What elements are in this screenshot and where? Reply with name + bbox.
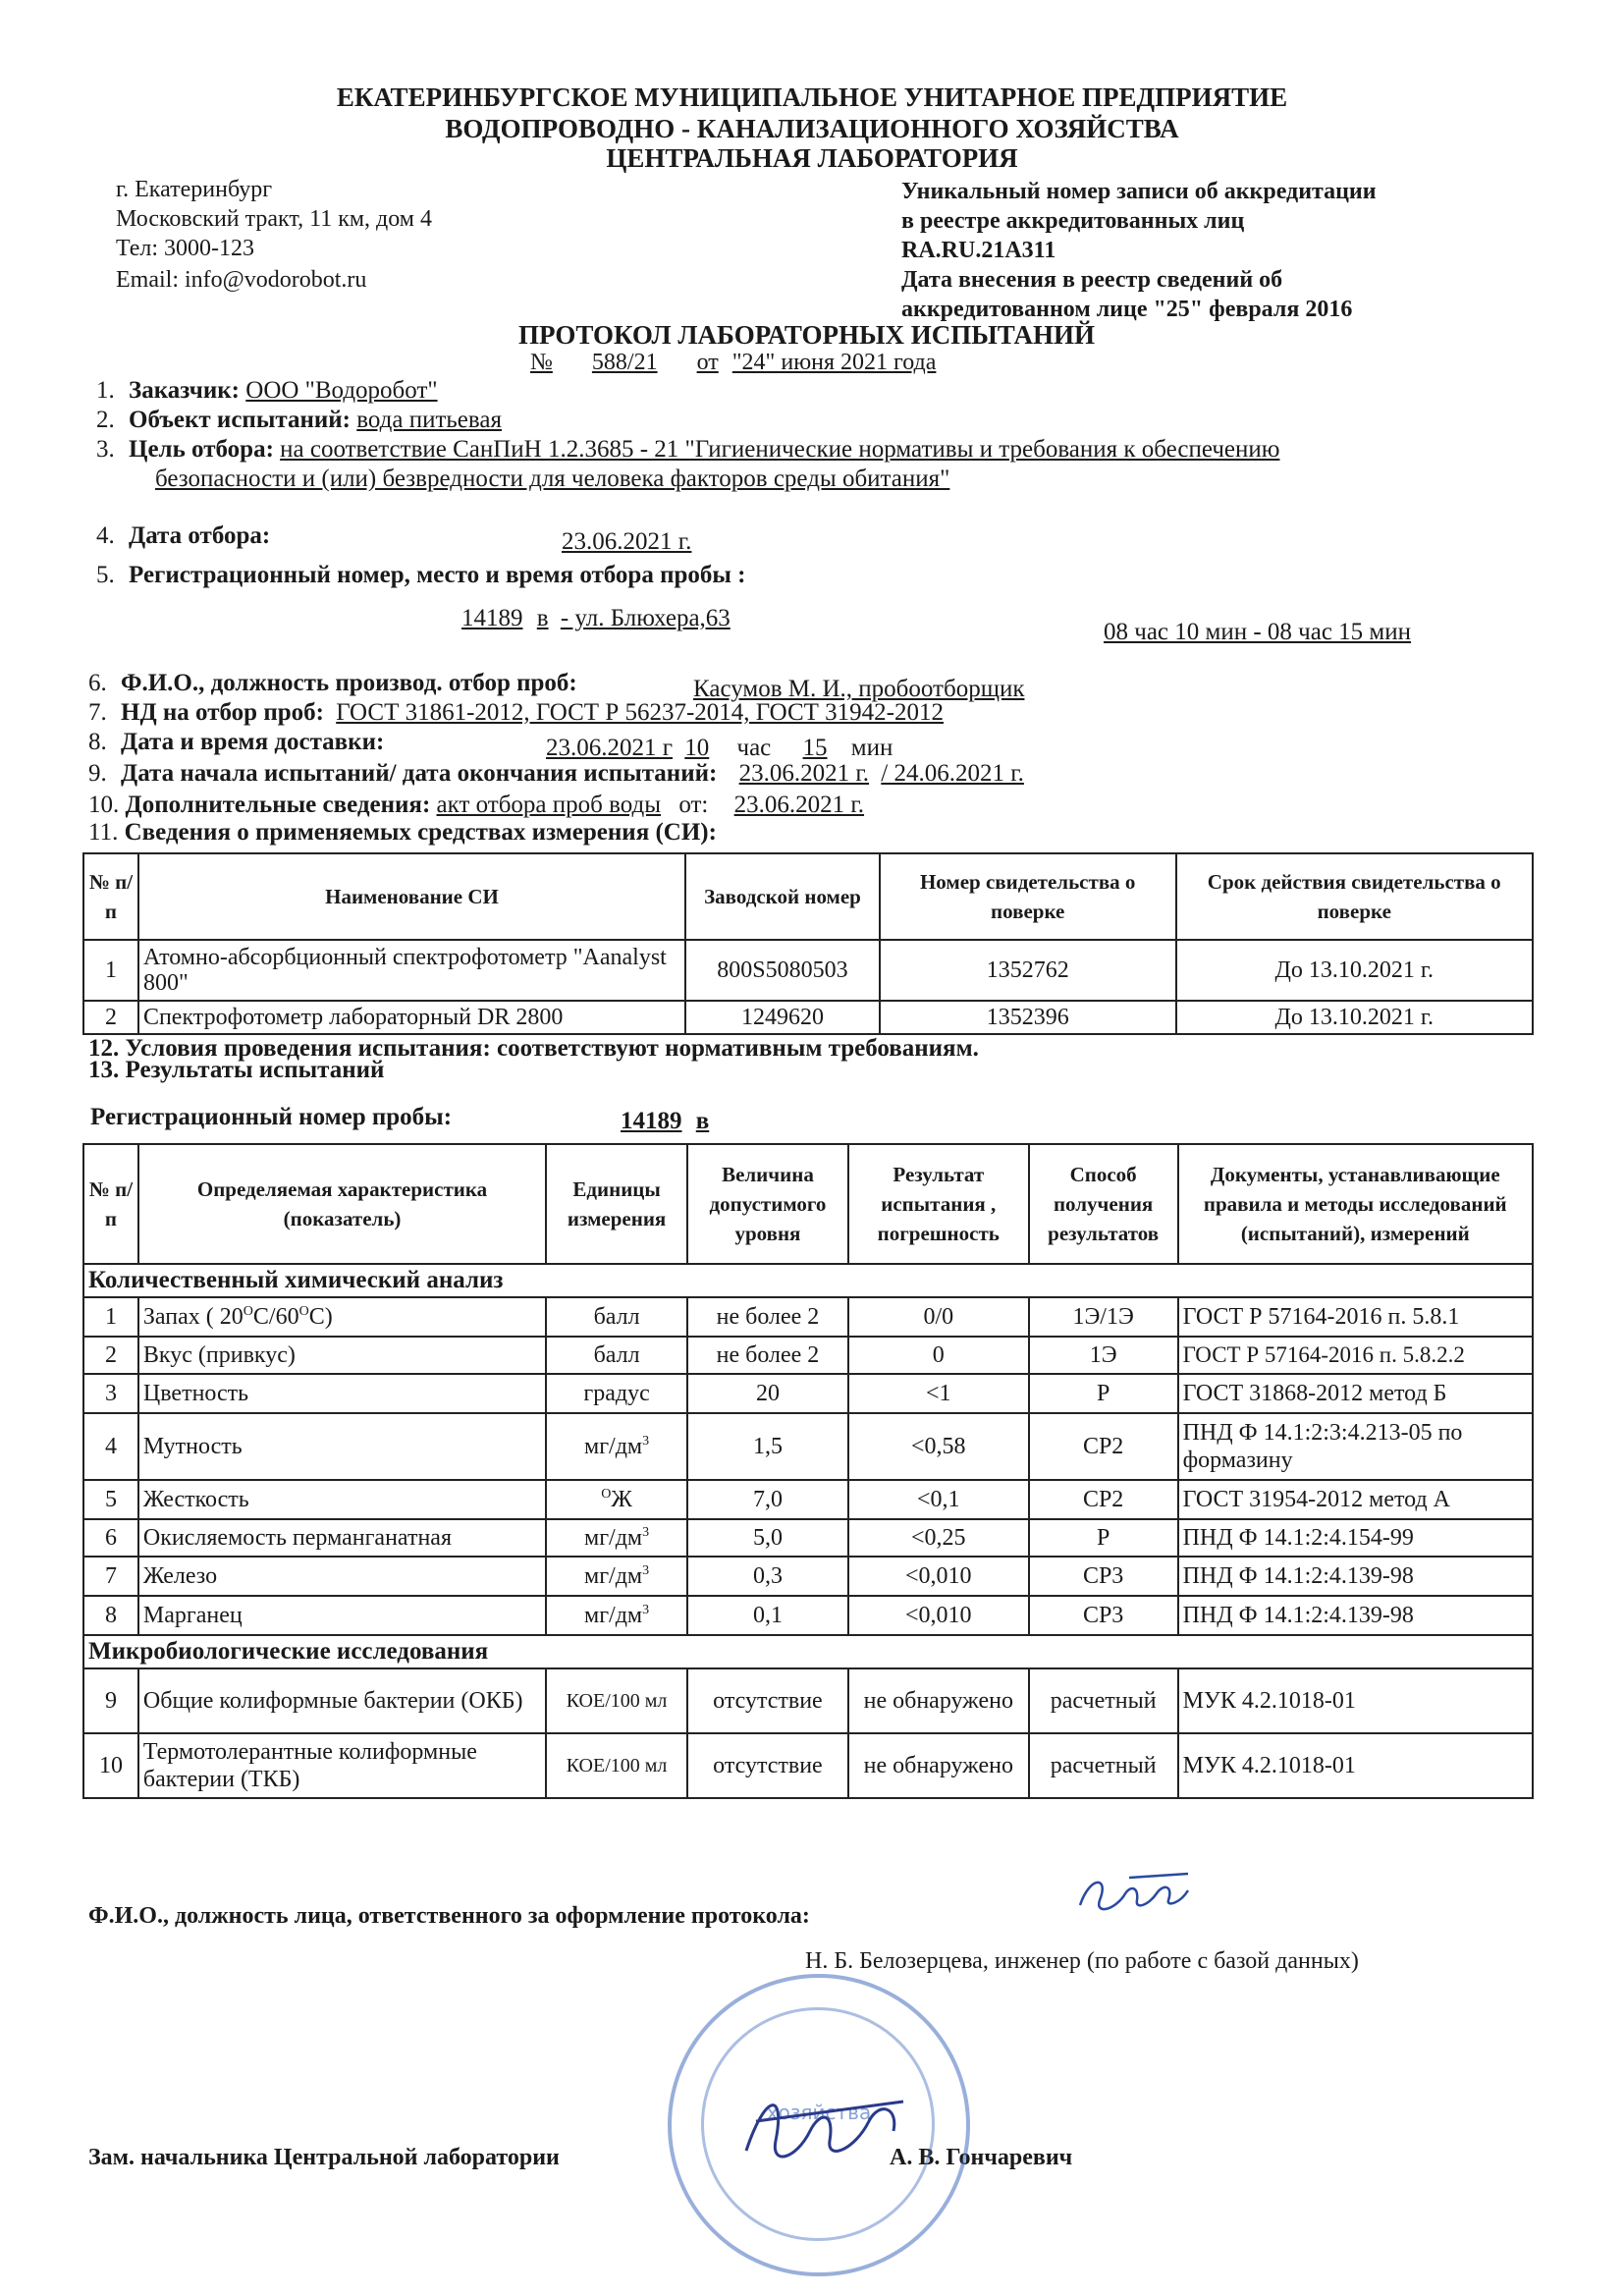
item-7-number: 7. xyxy=(88,699,107,726)
result-number: 1 xyxy=(83,1297,138,1337)
result-value: 0 xyxy=(848,1337,1029,1374)
item-8-hour-label: час xyxy=(736,735,772,761)
result-value: <0,1 xyxy=(848,1480,1029,1519)
result-value: <0,25 xyxy=(848,1519,1029,1557)
item-8-hour: 10 xyxy=(684,735,710,761)
item-12: 12. Условия проведения испытания: соответствуют нормативным требованиям. xyxy=(88,1035,979,1062)
result-parameter xyxy=(138,1297,546,1337)
item-7 xyxy=(88,699,944,727)
table-row xyxy=(83,1557,1533,1596)
table-row xyxy=(83,1337,1533,1374)
instruments-col-serial: Заводской номер xyxy=(685,853,880,940)
address-city: г. Екатеринбург xyxy=(116,177,273,202)
protocol-date-value: "24" июня 2021 года xyxy=(731,350,937,375)
result-number: 5 xyxy=(83,1480,138,1519)
result-document: ГОСТ 31954-2012 метод А xyxy=(1178,1480,1533,1519)
sample-reg-label: Регистрационный номер пробы: xyxy=(90,1104,453,1130)
result-document: ПНД Ф 14.1:2:3:4.213-05 по формазину xyxy=(1178,1413,1533,1480)
item-10-date: 23.06.2021 г. xyxy=(733,792,865,818)
item-11-label: Сведения о применяемых средствах измерения (СИ): xyxy=(124,819,717,846)
units-text: мг/дм xyxy=(584,1562,643,1589)
result-limit: отсутствие xyxy=(687,1668,848,1733)
item-7-value: ГОСТ 31861-2012, ГОСТ Р 56237-2014, ГОСТ 31942-2012 xyxy=(336,699,945,726)
result-limit: 20 xyxy=(687,1374,848,1413)
table-row xyxy=(83,1733,1533,1798)
result-parameter: Термотолерантные колиформные бактерии (ТКБ) xyxy=(138,1733,546,1798)
results-col-parameter: Определяемая характеристика (показатель) xyxy=(138,1144,546,1264)
result-number: 2 xyxy=(83,1337,138,1374)
table-row xyxy=(83,1374,1533,1413)
result-document: ПНД Ф 14.1:2:4.139-98 xyxy=(1178,1557,1533,1596)
result-parameter: Жесткость xyxy=(138,1480,546,1519)
item-7-label: НД на отбор проб: xyxy=(121,699,324,726)
item-5-label: Регистрационный номер, место и время отбора пробы : xyxy=(129,562,746,588)
item-4 xyxy=(96,522,270,550)
instrument-serial: 800S5080503 xyxy=(685,940,880,1001)
instrument-certificate: 1352762 xyxy=(880,940,1176,1001)
result-document: ПНД Ф 14.1:2:4.139-98 xyxy=(1178,1596,1533,1635)
accreditation-line2: в реестре аккредитованных лиц xyxy=(901,208,1245,234)
results-col-limit: Величина допустимого уровня xyxy=(687,1144,848,1264)
result-parameter: Вкус (привкус) xyxy=(138,1337,546,1374)
result-units xyxy=(546,1480,687,1519)
section-microbiology: Микробиологические исследования xyxy=(83,1635,1533,1668)
item-8 xyxy=(88,729,384,756)
protocol-title: ПРОТОКОЛ ЛАБОРАТОРНЫХ ИСПЫТАНИЙ xyxy=(518,320,1095,350)
result-limit: отсутствие xyxy=(687,1733,848,1798)
results-col-number: № п/п xyxy=(83,1144,138,1264)
deputy-name: А. В. Гончаревич xyxy=(890,2145,1073,2170)
item-5-number: 5. xyxy=(96,562,115,588)
item-3 xyxy=(96,436,1279,464)
protocol-date-label: от xyxy=(696,350,719,375)
result-value: <0,58 xyxy=(848,1413,1029,1480)
result-document: ГОСТ Р 57164-2016 п. 5.8.1 xyxy=(1178,1297,1533,1337)
units-text: Ж xyxy=(611,1486,632,1512)
instrument-number: 1 xyxy=(83,940,138,1001)
org-name-line3: ЦЕНТРАЛЬНАЯ ЛАБОРАТОРИЯ xyxy=(606,143,1018,173)
degree-sup: O xyxy=(243,1303,253,1319)
sample-reg-suffix: в xyxy=(695,1108,710,1134)
item-1 xyxy=(96,377,438,405)
item-6-number: 6. xyxy=(88,670,107,696)
results-col-units: Единицы измерения xyxy=(546,1144,687,1264)
table-row xyxy=(83,1519,1533,1557)
result-parameter-end: C) xyxy=(308,1303,333,1330)
item-9-number: 9. xyxy=(88,760,107,787)
cube-sup: 3 xyxy=(642,1602,650,1617)
result-units: балл xyxy=(546,1297,687,1337)
item-9-start: 23.06.2021 г. xyxy=(738,760,870,787)
result-limit: 7,0 xyxy=(687,1480,848,1519)
instruments-col-certificate: Номер свидетельства о поверке xyxy=(880,853,1176,940)
item-8-date: 23.06.2021 г xyxy=(546,735,674,761)
result-parameter-mid: C/60 xyxy=(252,1303,299,1330)
result-limit: не более 2 xyxy=(687,1297,848,1337)
table-row xyxy=(83,1668,1533,1733)
instruments-col-validity: Срок действия свидетельства о поверке xyxy=(1176,853,1534,940)
instruments-col-number: № п/п xyxy=(83,853,138,940)
protocol-no-value: 588/21 xyxy=(591,350,658,375)
item-3-value-line1: на соответствие СанПиН 1.2.3685 - 21 "Гигиенические нормативы и требования к обеспечению xyxy=(280,436,1280,463)
instrument-number: 2 xyxy=(83,1001,138,1034)
result-method: 1Э xyxy=(1029,1337,1178,1374)
item-8-number: 8. xyxy=(88,729,107,755)
item-4-value: 23.06.2021 г. xyxy=(562,528,692,555)
result-value: <0,010 xyxy=(848,1596,1029,1635)
result-value: не обнаружено xyxy=(848,1733,1029,1798)
item-3-label: Цель отбора: xyxy=(129,436,274,463)
item-10-act: акт отбора проб воды xyxy=(436,792,662,818)
item-2-number: 2. xyxy=(96,407,115,433)
signature-deputy xyxy=(727,2072,923,2180)
instrument-name: Атомно-абсорбционный спектрофотометр "Aanalyst 800" xyxy=(138,940,685,1001)
result-document: МУК 4.2.1018-01 xyxy=(1178,1733,1533,1798)
address-street: Московский тракт, 11 км, дом 4 xyxy=(116,206,432,232)
item-5-sample xyxy=(461,605,731,632)
result-value: не обнаружено xyxy=(848,1668,1029,1733)
section-row xyxy=(83,1635,1533,1668)
result-number: 9 xyxy=(83,1668,138,1733)
result-parameter-text: Запах ( 20 xyxy=(142,1303,244,1330)
result-limit: не более 2 xyxy=(687,1337,848,1374)
units-text: мг/дм xyxy=(584,1524,643,1551)
item-5-sample-suffix: в xyxy=(536,605,549,631)
signature-responsible xyxy=(1070,1866,1218,1925)
item-4-label: Дата отбора: xyxy=(129,522,271,549)
result-parameter: Окисляемость перманганатная xyxy=(138,1519,546,1557)
result-units: КОЕ/100 мл xyxy=(546,1733,687,1798)
result-document: ГОСТ 31868-2012 метод Б xyxy=(1178,1374,1533,1413)
table-row xyxy=(83,1297,1533,1337)
result-method: Р xyxy=(1029,1374,1178,1413)
item-3-value-line2: безопасности и (или) безвредности для человека факторов среды обитания" xyxy=(155,465,950,492)
degree-sup: O xyxy=(601,1486,612,1502)
results-table xyxy=(82,1143,1534,1799)
cube-sup: 3 xyxy=(642,1562,650,1578)
result-number: 6 xyxy=(83,1519,138,1557)
result-number: 10 xyxy=(83,1733,138,1798)
instrument-serial: 1249620 xyxy=(685,1001,880,1034)
result-method: 1Э/1Э xyxy=(1029,1297,1178,1337)
result-parameter: Цветность xyxy=(138,1374,546,1413)
item-1-label: Заказчик: xyxy=(129,377,241,404)
address-email: Email: info@vodorobot.ru xyxy=(116,267,367,293)
item-9 xyxy=(88,760,1024,788)
instrument-validity: До 13.10.2021 г. xyxy=(1176,940,1534,1001)
item-8-minute-label: мин xyxy=(850,735,893,761)
results-header-row xyxy=(83,1144,1533,1264)
accreditation-line4: Дата внесения в реестр сведений об xyxy=(901,267,1283,293)
result-document: ГОСТ Р 57164-2016 п. 5.8.2.2 xyxy=(1178,1337,1533,1374)
result-method: СР3 xyxy=(1029,1596,1178,1635)
item-1-number: 1. xyxy=(96,377,115,404)
result-number: 7 xyxy=(83,1557,138,1596)
item-2 xyxy=(96,407,502,434)
cube-sup: 3 xyxy=(642,1524,650,1540)
result-units: КОЕ/100 мл xyxy=(546,1668,687,1733)
responsible-label: Ф.И.О., должность лица, ответственного за оформление протокола: xyxy=(88,1903,810,1929)
result-parameter: Мутность xyxy=(138,1413,546,1480)
item-5-sample-place: - ул. Блюхера,63 xyxy=(560,605,731,631)
section-row xyxy=(83,1264,1533,1297)
result-units xyxy=(546,1596,687,1635)
instrument-certificate: 1352396 xyxy=(880,1001,1176,1034)
item-9-end: / 24.06.2021 г. xyxy=(881,760,1024,787)
org-name-line1: ЕКАТЕРИНБУРГСКОЕ МУНИЦИПАЛЬНОЕ УНИТАРНОЕ ПРЕДПРИЯТИЕ xyxy=(336,82,1288,112)
deputy-label: Зам. начальника Центральной лаборатории xyxy=(88,2145,560,2170)
result-method: СР2 xyxy=(1029,1413,1178,1480)
stamp-text: хозяйства xyxy=(766,2101,872,2124)
table-row xyxy=(83,1596,1533,1635)
result-units xyxy=(546,1519,687,1557)
item-8-value xyxy=(546,735,893,762)
section-chemical: Количественный химический анализ xyxy=(83,1264,1533,1297)
protocol-no-label: № xyxy=(530,350,553,375)
result-parameter: Железо xyxy=(138,1557,546,1596)
result-limit: 0,1 xyxy=(687,1596,848,1635)
result-document: ПНД Ф 14.1:2:4.154-99 xyxy=(1178,1519,1533,1557)
accreditation-line1: Уникальный номер записи об аккредитации xyxy=(901,179,1377,204)
result-limit: 0,3 xyxy=(687,1557,848,1596)
degree-sup: O xyxy=(298,1303,309,1319)
result-method: Р xyxy=(1029,1519,1178,1557)
accreditation-number: RA.RU.21А311 xyxy=(901,238,1056,263)
accreditation-line5: аккредитованном лице "25" февраля 2016 xyxy=(901,297,1353,322)
result-units: балл xyxy=(546,1337,687,1374)
protocol-number xyxy=(530,350,936,376)
results-col-result: Результат испытания , погрешность xyxy=(848,1144,1029,1264)
item-6 xyxy=(88,670,577,697)
table-row xyxy=(83,940,1533,1001)
results-col-documents: Документы, устанавливающие правила и методы исследований (испытаний), измерений xyxy=(1178,1144,1533,1264)
result-method: расчетный xyxy=(1029,1668,1178,1733)
result-parameter: Марганец xyxy=(138,1596,546,1635)
results-col-method: Способ получения результатов xyxy=(1029,1144,1178,1264)
result-parameter: Общие колиформные бактерии (ОКБ) xyxy=(138,1668,546,1733)
result-document: МУК 4.2.1018-01 xyxy=(1178,1668,1533,1733)
result-value: <1 xyxy=(848,1374,1029,1413)
sample-reg-value xyxy=(621,1108,709,1135)
result-method: СР2 xyxy=(1029,1480,1178,1519)
table-row xyxy=(83,1413,1533,1480)
result-method: расчетный xyxy=(1029,1733,1178,1798)
item-1-value: ООО "Водоробот" xyxy=(245,377,438,404)
item-8-label: Дата и время доставки: xyxy=(121,729,385,755)
item-3-number: 3. xyxy=(96,436,115,463)
units-text: мг/дм xyxy=(584,1433,643,1459)
result-units xyxy=(546,1413,687,1480)
result-number: 3 xyxy=(83,1374,138,1413)
result-number: 8 xyxy=(83,1596,138,1635)
item-11-number: 11. xyxy=(88,819,119,846)
item-10 xyxy=(88,792,864,819)
item-11 xyxy=(88,819,717,847)
item-4-number: 4. xyxy=(96,522,115,549)
item-10-from: от: xyxy=(678,792,709,818)
instruments-col-name: Наименование СИ xyxy=(138,853,685,940)
result-method: СР3 xyxy=(1029,1557,1178,1596)
address-phone: Тел: 3000-123 xyxy=(116,236,255,261)
instruments-header-row xyxy=(83,853,1533,940)
instrument-validity: До 13.10.2021 г. xyxy=(1176,1001,1534,1034)
item-5-sample-time: 08 час 10 мин - 08 час 15 мин xyxy=(1104,619,1412,645)
item-2-value: вода питьевая xyxy=(356,407,502,433)
item-5-sample-number: 14189 xyxy=(461,605,523,631)
result-units: градус xyxy=(546,1374,687,1413)
result-number: 4 xyxy=(83,1413,138,1480)
item-2-label: Объект испытаний: xyxy=(129,407,351,433)
responsible-name: Н. Б. Белозерцева, инженер (по работе с базой данных) xyxy=(805,1948,1359,1974)
sample-reg-number: 14189 xyxy=(621,1108,682,1134)
result-value: <0,010 xyxy=(848,1557,1029,1596)
item-6-label: Ф.И.О., должность производ. отбор проб: xyxy=(121,670,577,696)
cube-sup: 3 xyxy=(642,1433,650,1449)
table-row xyxy=(83,1480,1533,1519)
result-value: 0/0 xyxy=(848,1297,1029,1337)
units-text: мг/дм xyxy=(584,1602,643,1628)
item-5 xyxy=(96,562,746,589)
item-9-label: Дата начала испытаний/ дата окончания испытаний: xyxy=(121,760,718,787)
result-limit: 5,0 xyxy=(687,1519,848,1557)
result-limit: 1,5 xyxy=(687,1413,848,1480)
instrument-name: Спектрофотометр лабораторный DR 2800 xyxy=(138,1001,685,1034)
item-8-minute: 15 xyxy=(802,735,828,761)
item-10-number: 10. xyxy=(88,792,120,818)
table-row xyxy=(83,1001,1533,1034)
item-10-label: Дополнительные сведения: xyxy=(125,792,431,818)
item-13: 13. Результаты испытаний xyxy=(88,1057,385,1083)
item-6-value: Касумов М. И., пробоотборщик xyxy=(693,676,1025,702)
instruments-table xyxy=(82,852,1534,1035)
org-name-line2: ВОДОПРОВОДНО - КАНАЛИЗАЦИОННОГО ХОЗЯЙСТВА xyxy=(445,114,1179,143)
result-units xyxy=(546,1557,687,1596)
